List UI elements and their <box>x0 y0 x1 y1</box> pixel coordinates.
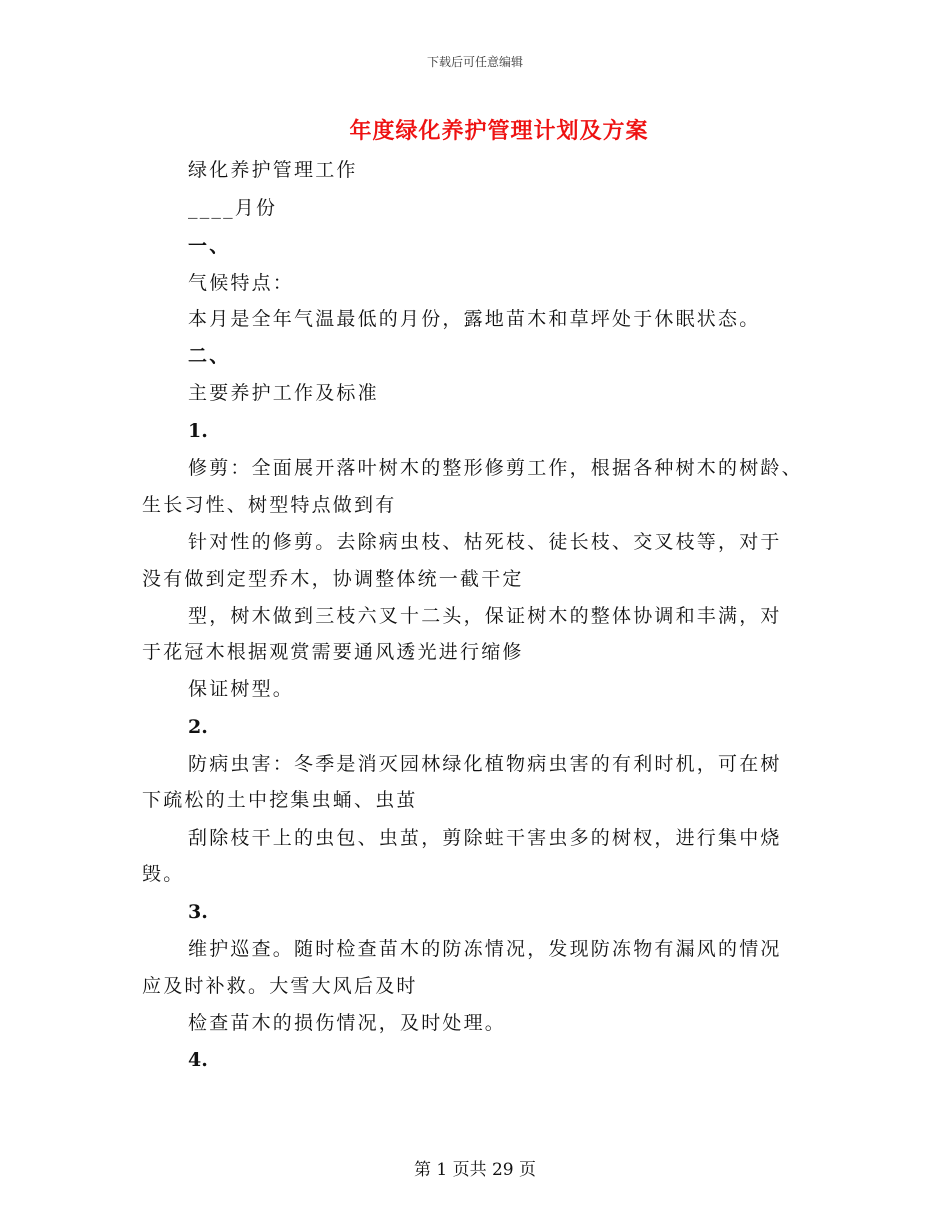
item-1-line-1: 修剪：全面展开落叶树木的整形修剪工作，根据各种树木的树龄、 <box>188 457 803 479</box>
item-1-line-6: 于花冠木根据观赏需要通风透光进行缩修 <box>142 641 524 663</box>
item-1-number: 1. <box>188 420 208 442</box>
item-1-line-2: 生长习性、树型特点做到有 <box>142 494 397 516</box>
section-2-label: 主要养护工作及标准 <box>188 382 379 404</box>
item-2-line-4: 毁。 <box>142 863 185 885</box>
section-1-number: 一、 <box>188 235 231 257</box>
body-line-month: ____月份 <box>188 197 278 219</box>
item-3-line-2: 应及时补救。大雪大风后及时 <box>142 975 418 997</box>
item-1-line-7: 保证树型。 <box>188 678 295 700</box>
item-1-line-3: 针对性的修剪。去除病虫枝、枯死枝、徒长枝、交叉枝等，对于 <box>188 531 782 553</box>
item-2-line-1: 防病虫害：冬季是消灭园林绿化植物病虫害的有利时机，可在树 <box>188 753 782 775</box>
item-3-line-3: 检查苗木的损伤情况，及时处理。 <box>188 1012 507 1034</box>
item-2-line-2: 下疏松的土中挖集虫蛹、虫茧 <box>142 789 418 811</box>
page-header-note: 下载后可任意编辑 <box>426 55 523 69</box>
item-3-number: 3. <box>188 901 208 923</box>
item-1-line-4: 没有做到定型乔木，协调整体统一截干定 <box>142 568 524 590</box>
page-footer-page-info: 第 1 页共 29 页 <box>413 1160 537 1180</box>
section-1-text: 本月是全年气温最低的月份，露地苗木和草坪处于休眠状态。 <box>188 308 761 330</box>
item-1-line-5: 型，树木做到三枝六叉十二头，保证树木的整体协调和丰满，对 <box>188 605 782 627</box>
item-4-number: 4. <box>188 1049 208 1071</box>
item-2-line-3: 刮除枝干上的虫包、虫茧，剪除蛀干害虫多的树杈，进行集中烧 <box>188 827 782 849</box>
document-title: 年度绿化养护管理计划及方案 <box>349 118 649 144</box>
body-line-work-title: 绿化养护管理工作 <box>188 159 358 181</box>
section-1-label: 气候特点： <box>188 272 295 294</box>
item-2-number: 2. <box>188 716 208 738</box>
section-2-number: 二、 <box>188 345 231 367</box>
item-3-line-1: 维护巡查。随时检查苗木的防冻情况，发现防冻物有漏风的情况 <box>188 938 782 960</box>
